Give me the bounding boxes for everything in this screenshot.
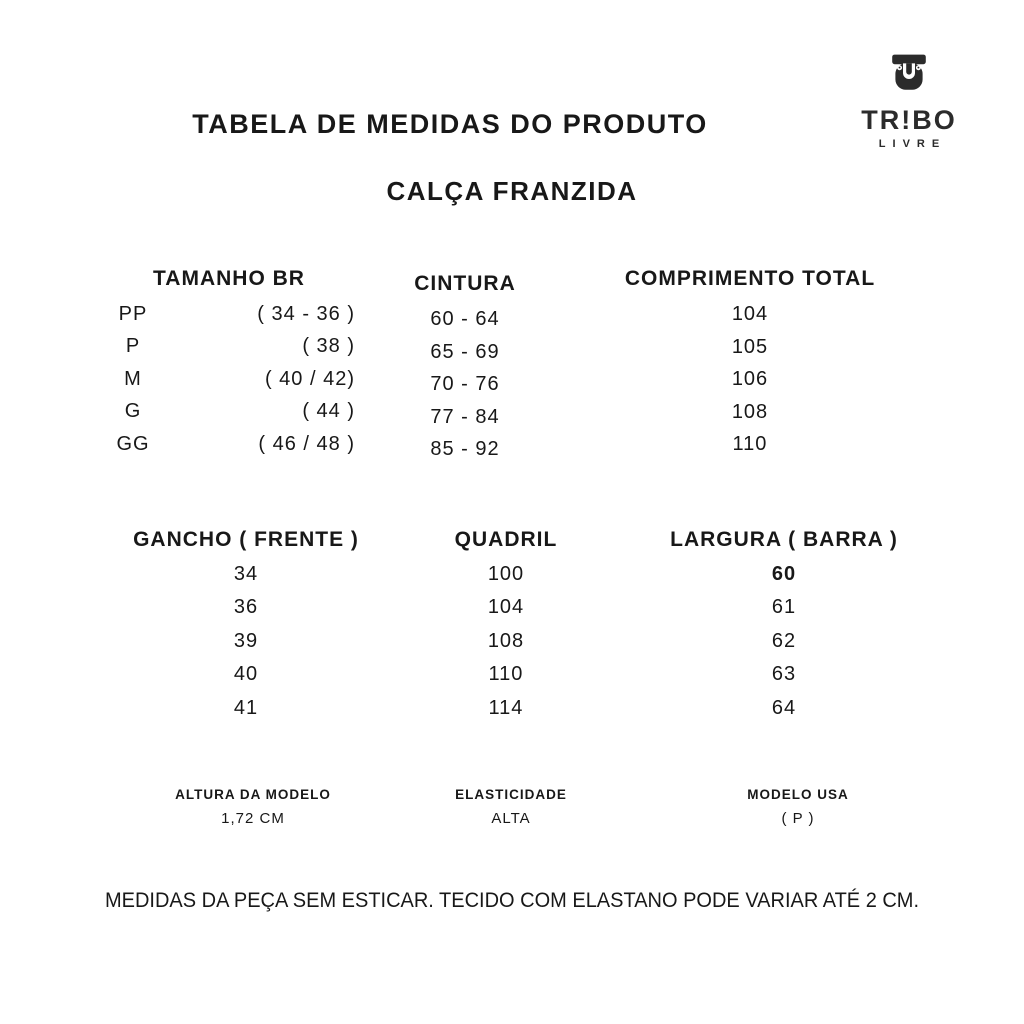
waist-value: 70 - 76: [430, 373, 500, 395]
size-code: P: [125, 335, 141, 358]
info-label: ALTURA DA MODELO: [175, 787, 331, 802]
length-value: 105: [731, 335, 769, 358]
column-header-quadril: QUADRIL: [454, 528, 558, 551]
hip-value: 104: [487, 596, 525, 619]
waist-value: 77 - 84: [430, 405, 500, 428]
size-range: ( 40 / 42): [264, 367, 355, 390]
size-range: ( 46 / 48 ): [258, 432, 355, 455]
info-label: ELASTICIDADE: [455, 787, 567, 802]
size-code: G: [124, 400, 142, 423]
hip-value: 114: [488, 696, 524, 719]
size-code: M: [124, 367, 142, 390]
table-row: [103, 428, 355, 461]
hem-value: 61: [771, 596, 797, 619]
info-model-wears: [672, 787, 924, 827]
info-elasticity: [385, 787, 637, 827]
size-code: GG: [116, 432, 150, 455]
hip-value: 100: [487, 563, 525, 585]
brand-name: TR!BO: [861, 105, 957, 135]
size-range: ( 34 - 36 ): [257, 302, 355, 325]
hem-value: 63: [771, 663, 797, 686]
rise-value: 40: [233, 663, 259, 686]
column-header-comprimento: COMPRIMENTO TOTAL: [624, 267, 876, 290]
column-header-tamanho: TAMANHO BR: [153, 267, 305, 290]
waist-value: 85 - 92: [430, 438, 500, 460]
hem-value: 64: [771, 696, 797, 719]
column-comprimento-total: [598, 266, 902, 461]
size-code: PP: [118, 302, 148, 325]
hip-value: 108: [487, 629, 525, 652]
tribo-mask-icon: [843, 54, 975, 102]
size-range: ( 44 ): [302, 400, 355, 423]
rise-value: 36: [233, 596, 259, 619]
page-title: TABELA DE MEDIDAS DO PRODUTO: [192, 109, 708, 139]
rise-value: 39: [233, 629, 259, 652]
table-row: [103, 331, 355, 364]
column-gancho-frente: [120, 527, 372, 725]
waist-value: 65 - 69: [430, 340, 500, 363]
column-tamanho-br: [103, 266, 355, 461]
table-row: [103, 298, 355, 331]
length-value: 108: [731, 400, 769, 423]
length-value: 106: [731, 368, 769, 390]
measurement-disclaimer: MEDIDAS DA PEÇA SEM ESTICAR. TECIDO COM ELASTANO PODE VARIAR ATÉ 2 CM.: [104, 888, 920, 912]
rise-value: 34: [233, 563, 259, 585]
column-largura-barra: [658, 527, 910, 725]
waist-value: 60 - 64: [430, 308, 500, 330]
column-header-cintura: CINTURA: [414, 272, 516, 295]
length-value: 104: [731, 303, 769, 325]
info-label: MODELO USA: [747, 787, 849, 802]
brand-subname: LIVRE: [878, 138, 947, 150]
info-value: 1,72 CM: [221, 810, 285, 827]
column-header-gancho: GANCHO ( FRENTE ): [133, 528, 359, 551]
product-name: CALÇA FRANZIDA: [386, 176, 638, 206]
rise-value: 41: [233, 696, 259, 719]
hip-value: 110: [488, 663, 524, 686]
size-range: ( 38 ): [302, 335, 355, 358]
column-quadril: [380, 527, 632, 725]
hem-value: 60: [771, 563, 797, 585]
info-value: ALTA: [491, 810, 531, 827]
length-value: 110: [732, 433, 768, 455]
hem-value: 62: [771, 629, 797, 652]
table-row: [103, 396, 355, 429]
table-row: [103, 363, 355, 396]
info-model-height: [127, 787, 379, 827]
column-cintura: [393, 271, 537, 466]
info-value: ( P ): [781, 810, 815, 827]
column-header-largura: LARGURA ( BARRA ): [670, 528, 898, 551]
